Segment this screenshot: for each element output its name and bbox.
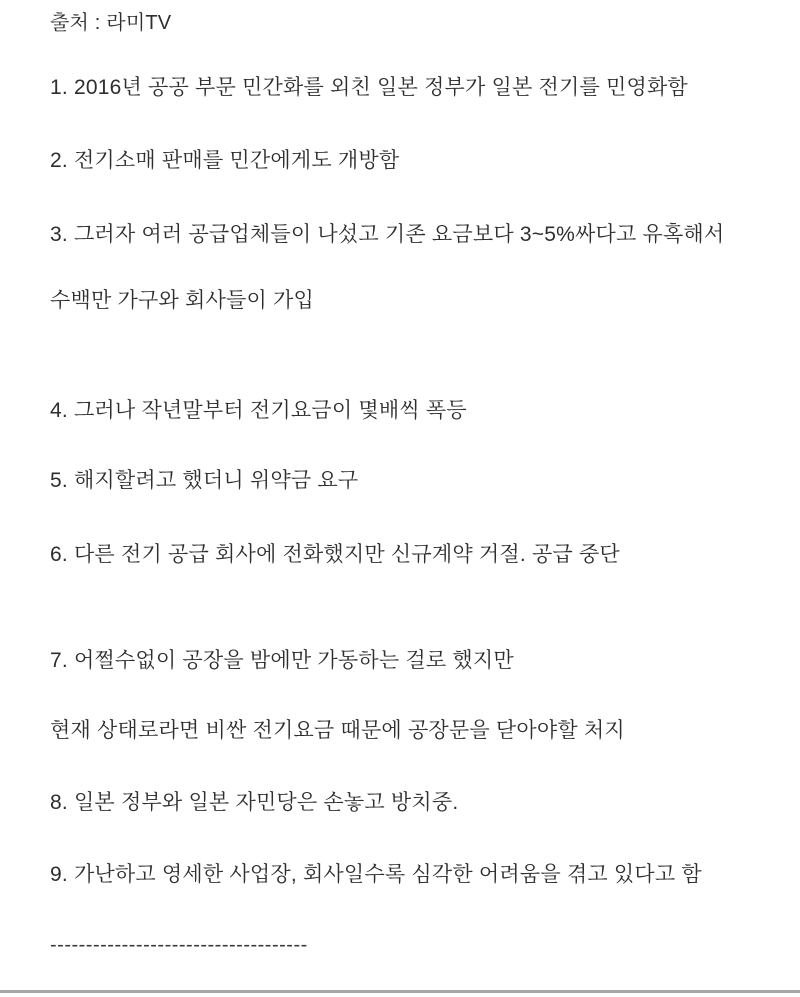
- post-line-5: 5. 해지할려고 했더니 위약금 요구: [50, 469, 359, 492]
- divider-dashes: ------------------------------------: [50, 934, 308, 956]
- post-line-2: 2. 전기소매 판매를 민간에게도 개방함: [50, 149, 400, 172]
- post-line-6: 6. 다른 전기 공급 회사에 전화했지만 신규계약 거절. 공급 중단: [50, 543, 620, 566]
- post-line-8: 8. 일본 정부와 일본 자민당은 손놓고 방치중.: [50, 791, 459, 814]
- bottom-divider: [0, 990, 800, 993]
- source-line: 출처 : 라미TV: [50, 12, 172, 34]
- post-line-7-continued: 현재 상태로라면 비싼 전기요금 때문에 공장문을 닫아야할 처지: [50, 719, 625, 742]
- post-line-3-continued: 수백만 가구와 회사들이 가입: [50, 289, 314, 312]
- post-line-1: 1. 2016년 공공 부문 민간화를 외친 일본 정부가 일본 전기를 민영화함: [50, 76, 688, 99]
- post-line-7: 7. 어쩔수없이 공장을 밤에만 가동하는 걸로 했지만: [50, 649, 514, 672]
- post-line-3: 3. 그러자 여러 공급업체들이 나섰고 기존 요금보다 3~5%싸다고 유혹해서: [50, 223, 725, 246]
- post-line-9: 9. 가난하고 영세한 사업장, 회사일수록 심각한 어려움을 겪고 있다고 함: [50, 863, 702, 886]
- post-line-4: 4. 그러나 작년말부터 전기요금이 몇배씩 폭등: [50, 399, 467, 422]
